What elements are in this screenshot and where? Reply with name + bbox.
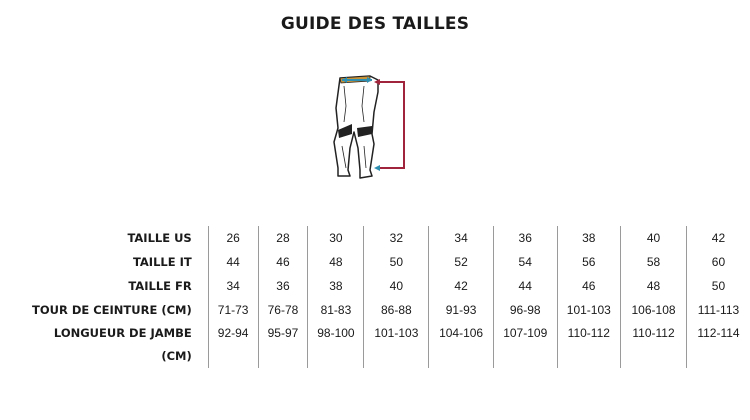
table-cell: 107-109 xyxy=(493,322,557,344)
table-row xyxy=(28,274,750,298)
row-label: TOUR DE CEINTURE (CM) xyxy=(32,303,192,317)
table-cell: 54 xyxy=(493,250,557,274)
table-cell: 50 xyxy=(364,250,429,274)
table-cell: 95-97 xyxy=(258,322,308,344)
table-cell: 36 xyxy=(493,226,557,250)
table-cell: 71-73 xyxy=(208,298,258,322)
table-cell: 46 xyxy=(557,274,621,298)
table-cell: 91-93 xyxy=(429,298,494,322)
table-cell-empty xyxy=(429,344,494,368)
table-cell: 42 xyxy=(686,226,750,250)
table-cell: 42 xyxy=(429,274,494,298)
table-cell: 101-103 xyxy=(364,322,429,344)
table-cell: 32 xyxy=(364,226,429,250)
row-label: TAILLE US xyxy=(127,231,192,245)
table-cell: 46 xyxy=(258,250,308,274)
table-cell: 106-108 xyxy=(621,298,687,322)
table-cell: 40 xyxy=(364,274,429,298)
table-cell-empty xyxy=(308,344,364,368)
table-cell: 111-113 xyxy=(686,298,750,322)
row-label: TAILLE FR xyxy=(128,279,192,293)
table-cell: 76-78 xyxy=(258,298,308,322)
table-cell: 48 xyxy=(308,250,364,274)
table-cell: 104-106 xyxy=(429,322,494,344)
pants-diagram-icon xyxy=(330,72,410,184)
table-cell-empty xyxy=(258,344,308,368)
table-row xyxy=(28,322,750,344)
table-cell: 110-112 xyxy=(621,322,687,344)
table-cell: 60 xyxy=(686,250,750,274)
table-cell: 110-112 xyxy=(557,322,621,344)
table-cell: 56 xyxy=(557,250,621,274)
table-cell: 98-100 xyxy=(308,322,364,344)
row-label: LONGUEUR DE JAMBE xyxy=(53,326,192,340)
table-cell: 101-103 xyxy=(557,298,621,322)
table-cell: 81-83 xyxy=(308,298,364,322)
table-cell: 40 xyxy=(621,226,687,250)
table-cell: 52 xyxy=(429,250,494,274)
row-label: TAILLE IT xyxy=(132,255,192,269)
table-cell: 92-94 xyxy=(208,322,258,344)
table-cell: 28 xyxy=(258,226,308,250)
table-row xyxy=(28,344,750,368)
table-cell: 112-114 xyxy=(686,322,750,344)
size-table xyxy=(28,226,750,368)
table-cell-empty xyxy=(686,344,750,368)
row-label-continuation: (CM) xyxy=(161,349,192,363)
table-cell: 36 xyxy=(258,274,308,298)
table-cell-empty xyxy=(621,344,687,368)
table-row xyxy=(28,226,750,250)
table-cell: 30 xyxy=(308,226,364,250)
table-row xyxy=(28,250,750,274)
page-title: GUIDE DES TAILLES xyxy=(280,14,470,34)
table-cell: 48 xyxy=(621,274,687,298)
table-cell: 58 xyxy=(621,250,687,274)
table-cell-empty xyxy=(493,344,557,368)
table-cell: 86-88 xyxy=(364,298,429,322)
table-cell-empty xyxy=(208,344,258,368)
table-cell: 34 xyxy=(208,274,258,298)
table-cell-empty xyxy=(364,344,429,368)
table-cell: 50 xyxy=(686,274,750,298)
table-cell: 38 xyxy=(557,226,621,250)
table-cell: 96-98 xyxy=(493,298,557,322)
table-cell: 34 xyxy=(429,226,494,250)
table-row xyxy=(28,298,750,322)
table-cell: 44 xyxy=(493,274,557,298)
table-cell-empty xyxy=(557,344,621,368)
table-cell: 44 xyxy=(208,250,258,274)
table-cell: 26 xyxy=(208,226,258,250)
table-cell: 38 xyxy=(308,274,364,298)
